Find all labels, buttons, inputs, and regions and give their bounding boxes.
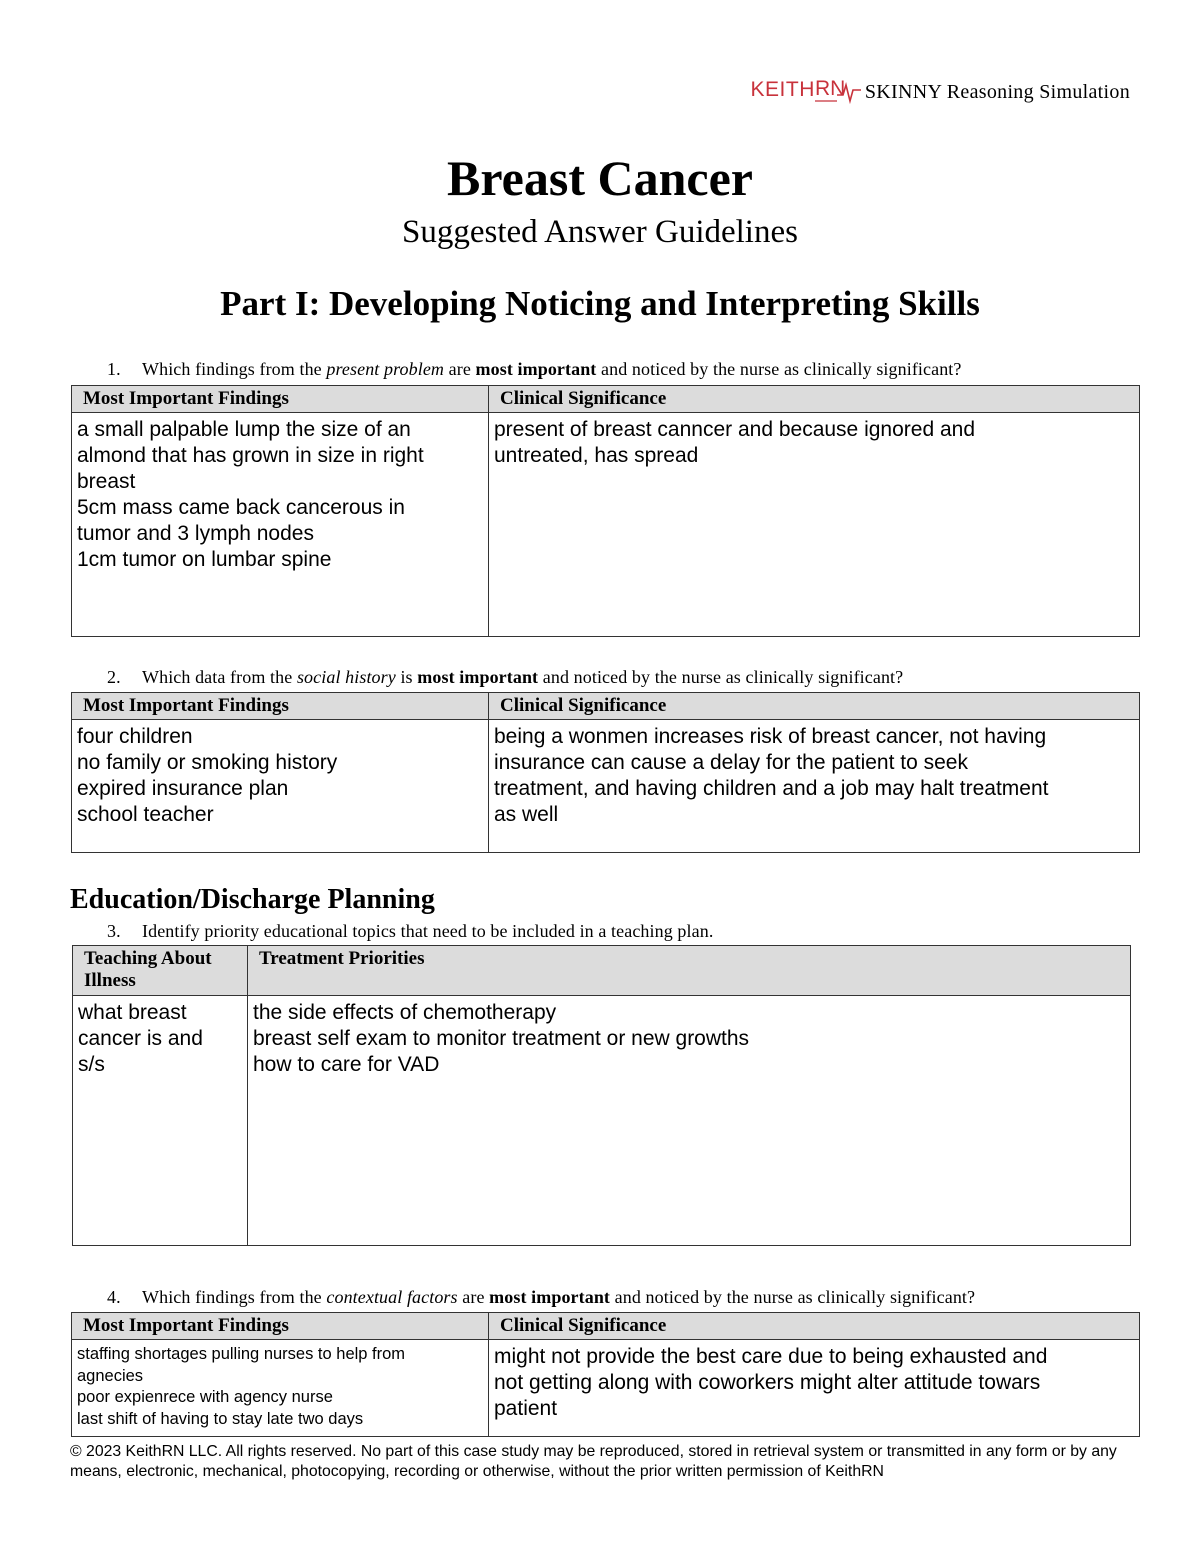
significance-line: as well bbox=[494, 803, 559, 826]
column-header: Most Important Findings bbox=[72, 386, 489, 413]
question-number: 1. bbox=[107, 359, 121, 379]
column-header: Most Important Findings bbox=[72, 1313, 489, 1340]
question-text: are bbox=[444, 359, 476, 379]
significance-line: patient bbox=[494, 1397, 558, 1420]
illness-line: s/s bbox=[78, 1053, 105, 1076]
page-title: Breast Cancer bbox=[447, 150, 753, 206]
question-number: 2. bbox=[107, 667, 121, 687]
q2-table bbox=[71, 692, 1140, 853]
question-text: and noticed by the nurse as clinically significant? bbox=[596, 359, 962, 379]
question-bold: most important bbox=[489, 1287, 611, 1307]
significance-line: treatment, and having children and a job may halt treatment bbox=[494, 777, 1049, 800]
question-4 bbox=[107, 1286, 975, 1308]
illness-line: what breast bbox=[78, 1001, 187, 1024]
program-name: SKINNY Reasoning Simulation bbox=[864, 81, 1130, 103]
logo-rn-text: RN bbox=[814, 77, 846, 100]
findings-cell[interactable] bbox=[72, 1340, 489, 1437]
findings-cell[interactable] bbox=[72, 413, 489, 637]
significance-line: not getting along with coworkers might alter attitude towars bbox=[494, 1371, 1041, 1394]
significance-line: might not provide the best care due to being exhausted and bbox=[494, 1345, 1048, 1368]
finding-line: tumor and 3 lymph nodes bbox=[77, 522, 314, 545]
question-1 bbox=[107, 358, 962, 380]
finding-line: a small palpable lump the size of an bbox=[77, 418, 411, 441]
question-bold: most important bbox=[417, 667, 539, 687]
question-bold: most important bbox=[475, 359, 597, 379]
significance-line: untreated, has spread bbox=[494, 444, 699, 467]
question-text: Identify priority educational topics that need to be included in a teaching plan. bbox=[142, 921, 714, 941]
page-subtitle: Suggested Answer Guidelines bbox=[402, 214, 798, 250]
findings-cell[interactable] bbox=[72, 720, 489, 853]
finding-line: no family or smoking history bbox=[77, 751, 338, 774]
finding-line: last shift of having to stay late two days bbox=[77, 1409, 364, 1428]
finding-line: four children bbox=[77, 725, 193, 748]
question-text: and noticed by the nurse as clinically significant? bbox=[610, 1287, 976, 1307]
significance-line: present of breast canncer and because ignored and bbox=[494, 418, 976, 441]
keithrn-logo bbox=[751, 76, 861, 104]
question-number: 4. bbox=[107, 1287, 121, 1307]
question-2 bbox=[107, 666, 903, 688]
question-text: Which findings from the bbox=[142, 359, 327, 379]
question-text: Which findings from the bbox=[142, 1287, 327, 1307]
q3-table bbox=[72, 945, 1131, 1246]
priority-line: the side effects of chemotherapy bbox=[253, 1001, 557, 1024]
question-text: Which data from the bbox=[142, 667, 297, 687]
finding-line: agnecies bbox=[77, 1366, 144, 1385]
finding-line: expired insurance plan bbox=[77, 777, 289, 800]
question-number: 3. bbox=[107, 921, 121, 941]
finding-line: almond that has grown in size in right bbox=[77, 444, 424, 467]
question-emphasis: social history bbox=[296, 667, 396, 687]
column-header: Teaching About Illness bbox=[73, 946, 248, 996]
finding-line: 5cm mass came back cancerous in bbox=[77, 496, 405, 519]
finding-line: breast bbox=[77, 470, 136, 493]
significance-line: insurance can cause a delay for the patient to seek bbox=[494, 751, 968, 774]
question-text: is bbox=[395, 667, 418, 687]
section-heading: Education/Discharge Planning bbox=[70, 884, 435, 915]
copyright-footer: © 2023 KeithRN LLC. All rights reserved. No part of this case study may be reproduced, stored in retrieval system or transmitted in any form or by any means, electronic, mechanical, photocopying, recording or otherwise, without the prior written permission of KeithRN bbox=[70, 1443, 1117, 1480]
column-header: Clinical Significance bbox=[489, 693, 1140, 720]
rn-heartbeat-icon bbox=[815, 76, 861, 104]
question-emphasis: present problem bbox=[326, 359, 445, 379]
significance-cell[interactable] bbox=[489, 720, 1140, 853]
priority-line: how to care for VAD bbox=[253, 1053, 440, 1076]
finding-line: school teacher bbox=[77, 803, 214, 826]
q4-table bbox=[71, 1312, 1140, 1437]
question-text: are bbox=[457, 1287, 490, 1307]
logo-text: KEITH bbox=[750, 78, 815, 101]
significance-cell[interactable] bbox=[489, 413, 1140, 637]
illness-cell[interactable] bbox=[73, 996, 248, 1246]
column-header: Clinical Significance bbox=[489, 386, 1140, 413]
column-header: Most Important Findings bbox=[72, 693, 489, 720]
part-title: Part I: Developing Noticing and Interpreting Skills bbox=[220, 284, 980, 323]
priorities-cell[interactable] bbox=[248, 996, 1131, 1246]
page-header bbox=[751, 76, 1130, 104]
question-emphasis: contextual factors bbox=[326, 1287, 458, 1307]
illness-line: cancer is and bbox=[78, 1027, 203, 1050]
significance-cell[interactable] bbox=[489, 1340, 1140, 1437]
question-text: and noticed by the nurse as clinically significant? bbox=[538, 667, 904, 687]
significance-line: being a wonmen increases risk of breast cancer, not having bbox=[494, 725, 1047, 748]
question-3 bbox=[107, 920, 713, 942]
finding-line: staffing shortages pulling nurses to help from bbox=[77, 1345, 406, 1363]
finding-line: 1cm tumor on lumbar spine bbox=[77, 548, 332, 571]
q1-table bbox=[71, 385, 1140, 637]
column-header: Treatment Priorities bbox=[248, 946, 1131, 996]
column-header: Clinical Significance bbox=[489, 1313, 1140, 1340]
finding-line: poor expienrece with agency nurse bbox=[77, 1388, 333, 1406]
priority-line: breast self exam to monitor treatment or new growths bbox=[253, 1027, 750, 1050]
